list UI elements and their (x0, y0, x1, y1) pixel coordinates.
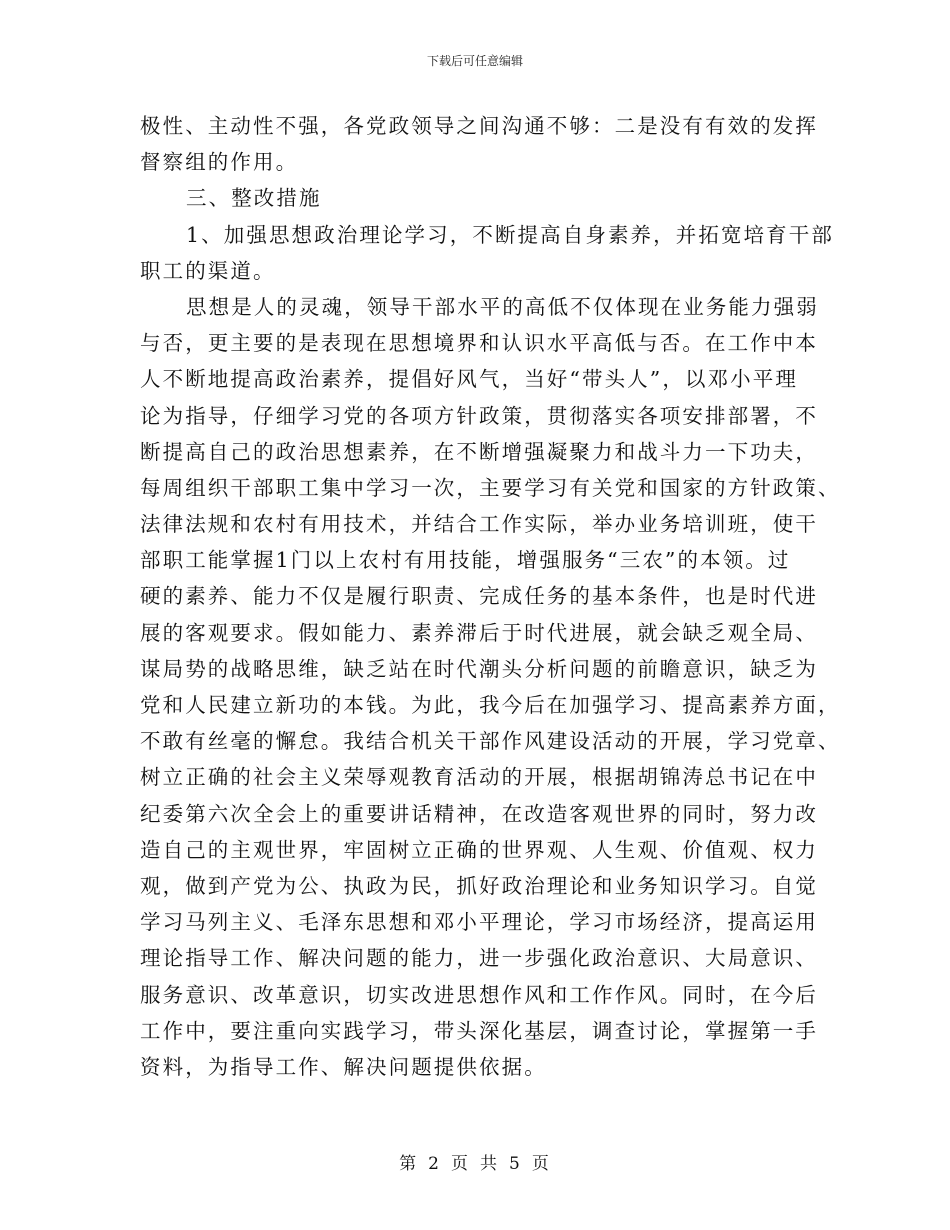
page-prefix: 第 (399, 1154, 419, 1174)
text-line: 党和人民建立新功的本钱。为此，我今后在加强学习、提高素养方面， (140, 693, 841, 717)
text-line: 不敢有丝毫的懈怠。我结合机关干部作风建设活动的开展，学习党章、 (140, 729, 841, 754)
text-line: 每周组织干部职工集中学习一次，主要学习有关党和国家的方针政策、 (140, 475, 841, 500)
text-line: 树立正确的社会主义荣辱观教育活动的开展，根据胡锦涛总书记在中 (140, 765, 818, 790)
text-line: 服务意识、改革意识，切实改进思想作风和工作作风。同时，在今后 (140, 982, 818, 1007)
text-line: 工作中，要注重向实践学习，带头深化基层，调查讨论，掌握第一手 (140, 1018, 818, 1043)
text-line: 理论指导工作、解决问题的能力，进一步强化政治意识、大局意识、 (140, 946, 818, 971)
total-pages-number: 5 (509, 1154, 522, 1174)
paragraph-start: 思想是人的灵魂，领导干部水平的高低不仅体现在业务能力强弱 (186, 294, 819, 319)
text-line: 论为指导，仔细学习党的各项方针政策，贯彻落实各项安排部署，不 (140, 403, 818, 428)
text-line: 极性、主动性不强，各党政领导之间沟通不够：二是没有有效的发挥 (140, 114, 818, 138)
text-line: 纪委第六次全会上的重要讲话精神，在改造客观世界的同时，努力改 (140, 801, 818, 826)
total-prefix: 共 (480, 1154, 499, 1174)
section-heading: 三、整改措施 (186, 186, 322, 211)
document-body (140, 108, 841, 1085)
text-line: 法律法规和农村有用技术，并结合工作实际，举办业务培训班，使干 (140, 512, 818, 537)
text-line: 督察组的作用。 (140, 150, 299, 175)
total-label: 页 (531, 1154, 551, 1174)
text-line: 断提高自己的政治思想素养，在不断增强凝聚力和战斗力一下功夫， (140, 439, 818, 464)
text-line: 职工的渠道。 (140, 258, 276, 283)
text-line: 学习马列主义、毛泽东思想和邓小平理论，学习市场经济，提高运用 (140, 910, 818, 935)
text-line: 展的客观要求。假如能力、素养滞后于时代进展，就会缺乏观全局、 (140, 620, 818, 645)
page-label: 页 (451, 1154, 470, 1174)
text-line: 与否，更主要的是表现在思想境界和认识水平高低与否。在工作中本 (140, 331, 818, 356)
text-line: 资料，为指导工作、解决问题提供依据。 (140, 1054, 547, 1079)
text-line: 部职工能掌握1门以上农村有用技能，增强服务“三农”的本领。过 (140, 548, 791, 573)
text-line: 谋局势的战略思维，缺乏站在时代潮头分析问题的前瞻意识，缺乏为 (140, 656, 818, 681)
page-header: 下载后可任意编辑 (426, 54, 523, 68)
page-footer (0, 1153, 950, 1175)
text-line: 观，做到产党为公、执政为民，抓好政治理论和业务知识学习。自觉 (140, 873, 818, 898)
text-line: 造自己的主观世界，牢固树立正确的世界观、人生观、价值观、权力 (140, 837, 818, 862)
text-line: 硬的素养、能力不仅是履行职责、完成任务的基本条件，也是时代进 (140, 584, 818, 609)
subsection-heading: 1、加强思想政治理论学习，不断提高自身素养，并拓宽培育干部 (186, 222, 834, 247)
text-line: 人不断地提高政治素养，提倡好风气，当好“带头人”，以邓小平理 (140, 367, 798, 392)
current-page-number: 2 (428, 1154, 441, 1174)
